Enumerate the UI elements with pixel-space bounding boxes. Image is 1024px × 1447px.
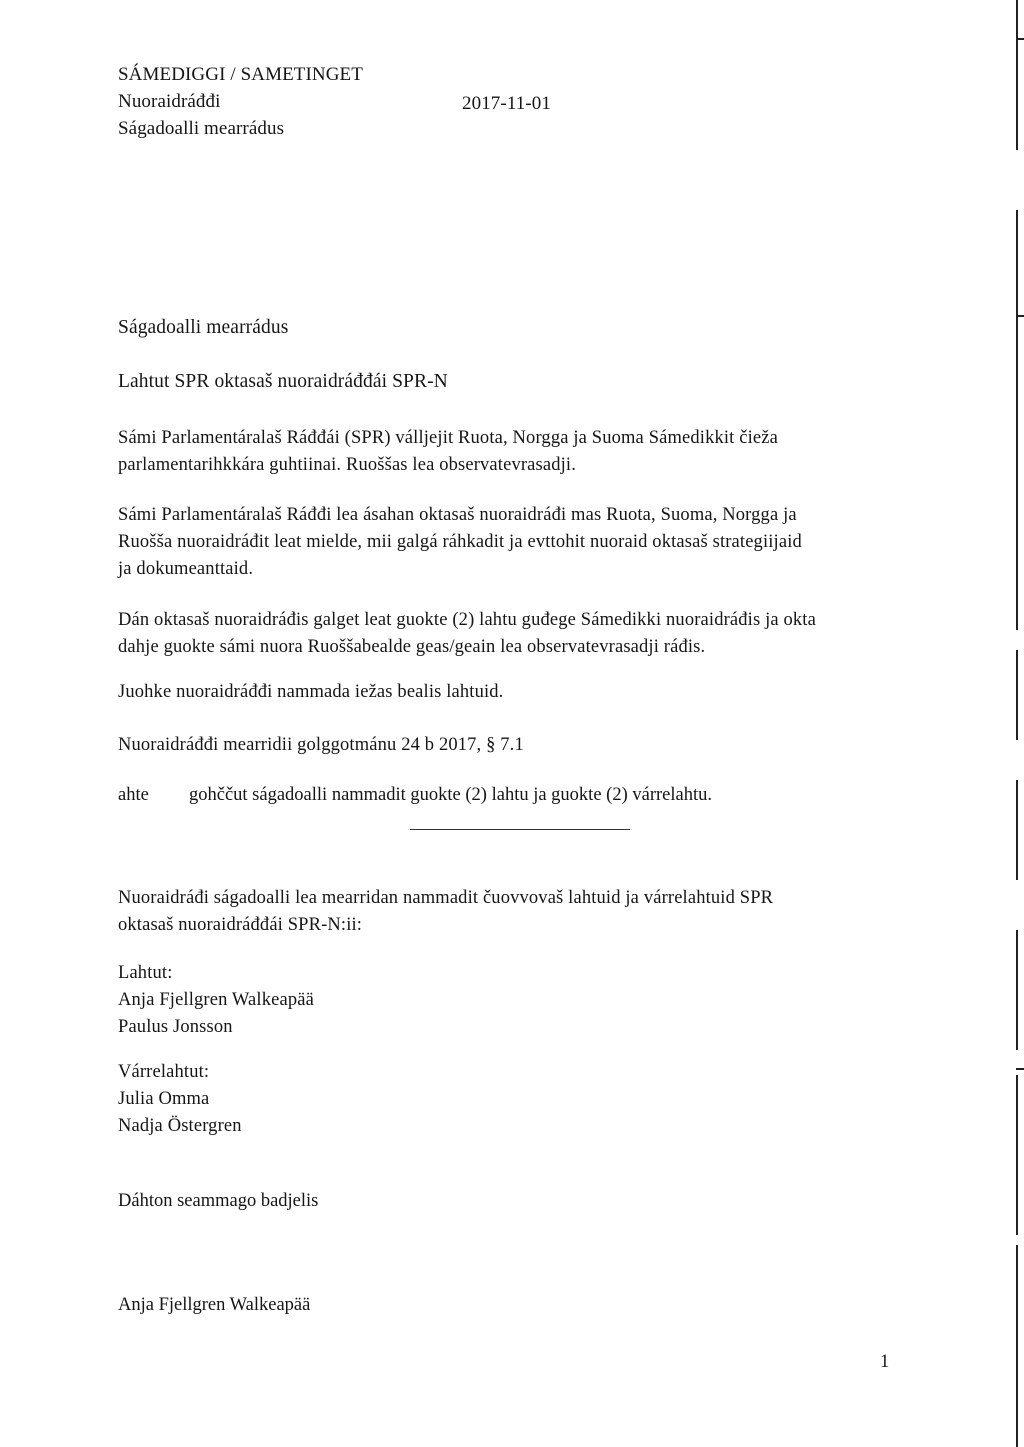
paragraph-appointment [118, 679, 503, 706]
paragraph-spr-intro [118, 425, 778, 479]
deputy-name: Julia Omma [118, 1089, 210, 1109]
scan-edge-line [1016, 780, 1018, 880]
page-title: Ságadoalli mearrádus [118, 317, 289, 338]
paragraph-line: Juohke nuoraidráđđi nammada iežas bealis lahtuid. [118, 682, 504, 702]
paragraph-decision [118, 732, 524, 759]
ahte-text: gohččut ságadoalli nammadit guokte (2) lahtu ja guokte (2) várrelahtu. [189, 785, 712, 805]
paragraph-line: ja dokumeanttaid. [118, 559, 254, 579]
member-name: Paulus Jonsson [118, 1017, 233, 1037]
deputies-label: Várrelahtut: [118, 1062, 210, 1082]
signature-caption: Dáhton seammago badjelis [118, 1191, 319, 1211]
paragraph-line: dahje guokte sámi nuora Ruoššabealde geas/geain lea observatevrasadji ráđis. [118, 637, 706, 657]
scan-edge-line [1016, 1245, 1018, 1447]
scan-edge-line [1016, 1075, 1018, 1235]
scan-edge-line [1016, 650, 1018, 740]
scan-edge-line [1016, 930, 1018, 1050]
separator-rule [410, 829, 630, 830]
paragraph-line: Dán oktasaš nuoraidráđis galget leat guokte (2) lahtu guđege Sámedikki nuoraidráđis ja okta [118, 610, 816, 630]
paragraph-line: Sámi Parlamentáralaš Ráđđi lea ásahan oktasaš nuoraidráđi mas Ruota, Suoma, Norgga ja [118, 505, 797, 525]
scan-edge-line [1016, 210, 1018, 630]
members-label: Lahtut: [118, 963, 173, 983]
scan-edge-tick [1016, 38, 1024, 40]
signature-name: Anja Fjellgren Walkeapää [118, 1295, 311, 1315]
paragraph-line: Nuoraidráđđi mearridii golggotmánu 24 b 2017, § 7.1 [118, 735, 524, 755]
paragraph-composition [118, 607, 816, 661]
scan-edge-line [1016, 0, 1018, 150]
document-date: 2017-11-01 [462, 93, 551, 114]
paragraph-youth-council [118, 502, 802, 583]
page-subtitle: Lahtut SPR oktasaš nuoraidráđđái SPR-N [118, 371, 448, 392]
page-number: 1 [880, 1352, 890, 1372]
deputies-list [118, 1059, 242, 1140]
unit-name: Nuoraidráđđi [118, 91, 221, 112]
scan-edge-tick [1016, 315, 1024, 317]
paragraph-line: oktasaš nuoraidráđđái SPR-N:ii: [118, 915, 363, 935]
member-name: Anja Fjellgren Walkeapää [118, 990, 314, 1010]
document-type: Ságadoalli mearrádus [118, 118, 285, 139]
deputy-name: Nadja Östergren [118, 1116, 242, 1136]
paragraph-line: parlamentarihkkára guhtiinai. Ruoššas lea observatevrasadji. [118, 455, 576, 475]
members-list [118, 960, 314, 1041]
paragraph-line: Ruošša nuoraidráđit leat mielde, mii galgá ráhkadit ja evttohit nuoraid oktasaš strategiijaid [118, 532, 802, 552]
paragraph-line: Nuoraidráđi ságadoalli lea mearridan nammadit čuovvovaš lahtuid ja várrelahtuid SPR [118, 888, 774, 908]
paragraph-chair-decision [118, 885, 773, 939]
scan-edge-tick [1016, 1068, 1024, 1070]
org-name: SÁMEDIGGI / SAMETINGET [118, 64, 363, 85]
ahte-label: ahte [118, 785, 149, 805]
paragraph-line: Sámi Parlamentáralaš Ráđđái (SPR) válljejit Ruota, Norgga ja Suoma Sámedikkit čieža [118, 428, 778, 448]
